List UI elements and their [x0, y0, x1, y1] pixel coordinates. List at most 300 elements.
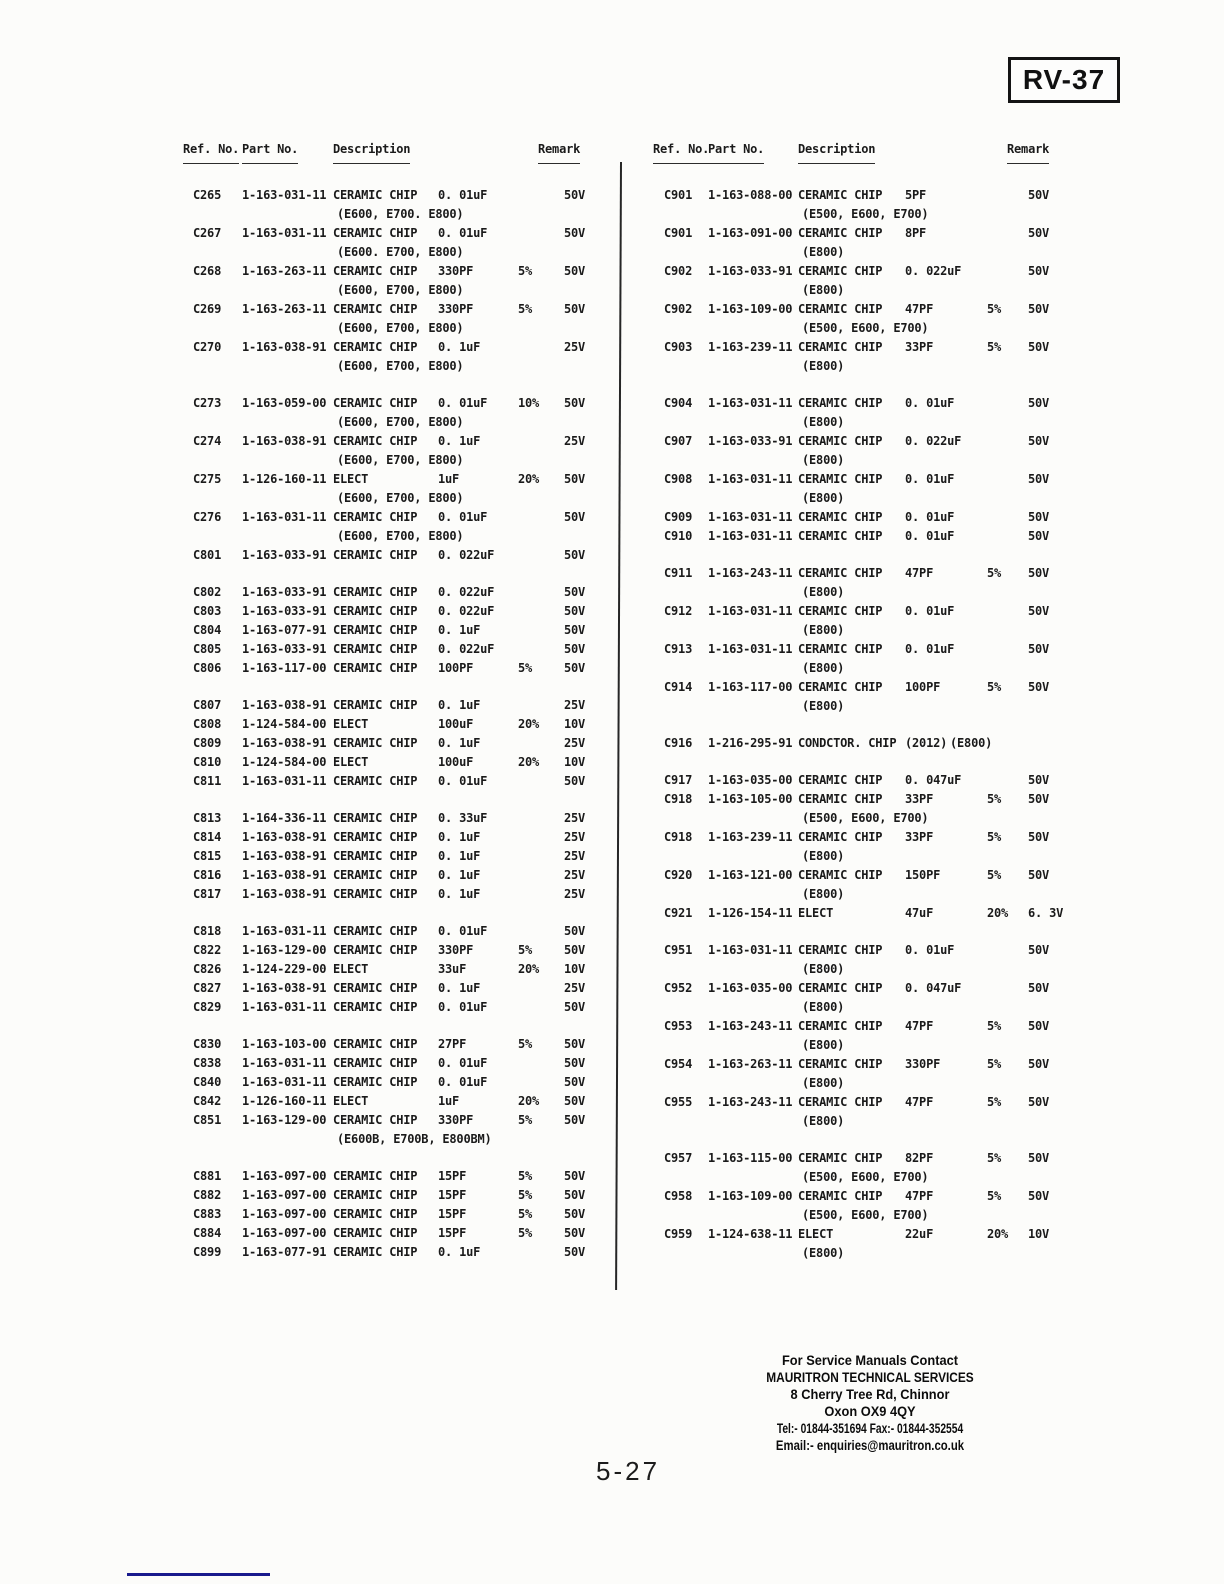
- tolerance-cell: 20%: [518, 717, 540, 731]
- model-variants-cell: (E800): [802, 849, 845, 863]
- ref-no-cell: C907: [664, 434, 693, 448]
- table-row: [180, 602, 620, 621]
- description-cell: CERAMIC CHIP: [333, 585, 418, 599]
- description-cell: CERAMIC CHIP: [798, 264, 883, 278]
- table-row: [650, 394, 1090, 413]
- part-no-cell: 1-163-243-11: [708, 566, 793, 580]
- part-no-cell: 1-163-059-00: [242, 396, 327, 410]
- stamp-line: Tel:- 01844-351694 Fax:- 01844-352554: [776, 1421, 964, 1436]
- description-cell: CERAMIC CHIP: [798, 943, 883, 957]
- ref-no-cell: C829: [193, 1000, 222, 1014]
- voltage-cell: 25V: [564, 698, 586, 712]
- value-cell: 0. 047uF: [905, 773, 962, 787]
- part-no-cell: 1-163-117-00: [708, 680, 793, 694]
- table-row: [650, 338, 1090, 357]
- table-row: [650, 771, 1090, 790]
- description-cell: CERAMIC CHIP: [333, 434, 418, 448]
- voltage-cell: 50V: [1028, 472, 1050, 486]
- model-variants-cell: (E800): [802, 1038, 845, 1052]
- table-subrow: [650, 697, 1090, 716]
- ref-no-cell: C265: [193, 188, 222, 202]
- table-subrow: [180, 451, 620, 470]
- stamp-line: Oxon OX9 4QY: [824, 1404, 916, 1419]
- voltage-cell: 50V: [1028, 642, 1050, 656]
- table-row: [650, 1149, 1090, 1168]
- model-variants-cell: (E800): [802, 283, 845, 297]
- voltage-cell: 50V: [1028, 510, 1050, 524]
- description-cell: CONDCTOR. CHIP: [798, 736, 897, 750]
- part-no-cell: 1-163-035-00: [708, 981, 793, 995]
- table-row: [650, 1093, 1090, 1112]
- description-cell: CERAMIC CHIP: [333, 226, 418, 240]
- part-no-cell: 1-163-263-11: [242, 302, 327, 316]
- value-cell: 82PF: [905, 1151, 934, 1165]
- description-cell: CERAMIC CHIP: [333, 1169, 418, 1183]
- part-no-cell: 1-163-109-00: [708, 302, 793, 316]
- description-cell: CERAMIC CHIP: [798, 529, 883, 543]
- part-no-cell: 1-163-038-91: [242, 868, 327, 882]
- ref-no-cell: C909: [664, 510, 693, 524]
- part-no-cell: 1-163-031-11: [242, 510, 327, 524]
- part-no-cell: 1-163-239-11: [708, 830, 793, 844]
- table-row: [650, 508, 1090, 527]
- table-row: [650, 640, 1090, 659]
- part-no-cell: 1-163-097-00: [242, 1188, 327, 1202]
- table-body: [650, 186, 1090, 1263]
- table-row: [650, 904, 1090, 923]
- part-no-cell: 1-126-154-11: [708, 906, 793, 920]
- table-row: [180, 922, 620, 941]
- table-row: [650, 262, 1090, 281]
- table-row: [650, 790, 1090, 809]
- value-cell: (2012): [905, 736, 948, 750]
- description-cell: CERAMIC CHIP: [798, 1151, 883, 1165]
- stamp-line: Email:- enquiries@mauritron.co.uk: [775, 1438, 965, 1453]
- ref-no-cell: C917: [664, 773, 693, 787]
- table-row: [180, 508, 620, 527]
- voltage-cell: 25V: [564, 868, 586, 882]
- voltage-cell: 50V: [1028, 434, 1050, 448]
- description-cell: CERAMIC CHIP: [333, 623, 418, 637]
- model-variants-cell: (E800): [802, 699, 845, 713]
- part-no-cell: 1-163-031-11: [708, 604, 793, 618]
- value-cell: 47PF: [905, 1095, 934, 1109]
- part-no-cell: 1-163-033-91: [708, 264, 793, 278]
- part-no-cell: 1-163-033-91: [242, 642, 327, 656]
- description-cell: CERAMIC CHIP: [798, 566, 883, 580]
- voltage-cell: 50V: [564, 188, 586, 202]
- table-row: [180, 696, 620, 715]
- value-cell: 0. 1uF: [438, 623, 481, 637]
- table-subrow: [650, 413, 1090, 432]
- model-variants-cell: (E600, E700, E800): [337, 415, 464, 429]
- table-subrow: [180, 527, 620, 546]
- value-cell: 100uF: [438, 717, 474, 731]
- tolerance-cell: 5%: [987, 792, 1002, 806]
- voltage-cell: 10V: [564, 962, 586, 976]
- table-row: [180, 753, 620, 772]
- table-subrow: [180, 357, 620, 376]
- voltage-cell: 25V: [564, 830, 586, 844]
- table-row: [650, 470, 1090, 489]
- description-cell: CERAMIC CHIP: [798, 396, 883, 410]
- table-row: [180, 885, 620, 904]
- description-cell: CERAMIC CHIP: [798, 604, 883, 618]
- model-variants-cell: (E800): [802, 491, 845, 505]
- value-cell: 0. 01uF: [438, 1075, 488, 1089]
- part-no-cell: 1-163-038-91: [242, 434, 327, 448]
- table-row: [650, 527, 1090, 546]
- description-cell: CERAMIC CHIP: [798, 188, 883, 202]
- ref-no-cell: C918: [664, 830, 693, 844]
- part-no-cell: 1-126-160-11: [242, 472, 327, 486]
- table-row: [180, 583, 620, 602]
- voltage-cell: 25V: [564, 887, 586, 901]
- value-cell: 47PF: [905, 566, 934, 580]
- value-cell: 1uF: [438, 472, 460, 486]
- voltage-cell: 50V: [1028, 1151, 1050, 1165]
- ref-no-cell: C808: [193, 717, 222, 731]
- ref-no-cell: C914: [664, 680, 693, 694]
- tolerance-cell: 20%: [987, 906, 1009, 920]
- value-cell: 47PF: [905, 1019, 934, 1033]
- value-cell: 33uF: [438, 962, 467, 976]
- model-variants-cell: (E800): [802, 1000, 845, 1014]
- value-cell: 150PF: [905, 868, 941, 882]
- part-no-cell: 1-163-038-91: [242, 698, 327, 712]
- part-no-cell: 1-163-109-00: [708, 1189, 793, 1203]
- part-no-cell: 1-163-077-91: [242, 623, 327, 637]
- value-cell: 0. 01uF: [438, 924, 488, 938]
- table-subrow: [180, 489, 620, 508]
- tolerance-cell: 20%: [518, 755, 540, 769]
- ref-no-cell: C809: [193, 736, 222, 750]
- model-variants-cell: (E600, E700, E800): [337, 283, 464, 297]
- voltage-cell: 50V: [1028, 773, 1050, 787]
- value-cell: 0. 01uF: [905, 396, 955, 410]
- value-cell: 0. 01uF: [438, 1056, 488, 1070]
- table-row: [180, 1243, 620, 1262]
- voltage-cell: 25V: [564, 981, 586, 995]
- value-cell: 0. 1uF: [438, 1245, 481, 1259]
- ref-no-cell: C851: [193, 1113, 222, 1127]
- model-variants-cell: (E800): [802, 415, 845, 429]
- table-subrow: [650, 960, 1090, 979]
- part-no-cell: 1-126-160-11: [242, 1094, 327, 1108]
- value-cell: 47PF: [905, 1189, 934, 1203]
- value-cell: 22uF: [905, 1227, 934, 1241]
- voltage-cell: 50V: [564, 510, 586, 524]
- voltage-cell: 50V: [1028, 340, 1050, 354]
- value-cell: 0. 022uF: [438, 604, 495, 618]
- part-no-cell: 1-163-033-91: [242, 585, 327, 599]
- ref-no-cell: C801: [193, 548, 222, 562]
- description-cell: CERAMIC CHIP: [333, 1113, 418, 1127]
- description-cell: CERAMIC CHIP: [333, 340, 418, 354]
- voltage-cell: 50V: [564, 1094, 586, 1108]
- voltage-cell: 50V: [1028, 226, 1050, 240]
- voltage-cell: 50V: [564, 396, 586, 410]
- ref-no-cell: C273: [193, 396, 222, 410]
- tolerance-cell: 5%: [987, 340, 1002, 354]
- table-subrow: [650, 489, 1090, 508]
- ref-no-cell: C899: [193, 1245, 222, 1259]
- value-cell: 0. 01uF: [905, 529, 955, 543]
- model-variants-cell: (E500, E600, E700): [802, 811, 929, 825]
- voltage-cell: 50V: [564, 604, 586, 618]
- table-row: [180, 998, 620, 1017]
- table-subrow: [650, 205, 1090, 224]
- ref-no-cell: C959: [664, 1227, 693, 1241]
- table-row: [650, 1017, 1090, 1036]
- part-no-cell: 1-163-239-11: [708, 340, 793, 354]
- description-cell: CERAMIC CHIP: [333, 736, 418, 750]
- parts-table-right-column: [650, 140, 1090, 1263]
- value-cell: 0. 01uF: [438, 510, 488, 524]
- part-no-cell: 1-163-031-11: [708, 529, 793, 543]
- description-cell: ELECT: [333, 755, 369, 769]
- table-row: [180, 1111, 620, 1130]
- value-cell: 0. 1uF: [438, 887, 481, 901]
- table-row: [180, 262, 620, 281]
- description-cell: CERAMIC CHIP: [798, 680, 883, 694]
- ref-no-cell: C902: [664, 264, 693, 278]
- part-no-cell: 1-124-584-00: [242, 717, 327, 731]
- description-cell: CERAMIC CHIP: [798, 642, 883, 656]
- table-header-row: [180, 140, 620, 186]
- part-no-cell: 1-124-229-00: [242, 962, 327, 976]
- description-cell: CERAMIC CHIP: [333, 811, 418, 825]
- value-cell: 0. 01uF: [905, 604, 955, 618]
- voltage-cell: 50V: [564, 1188, 586, 1202]
- table-subrow: [650, 1206, 1090, 1225]
- table-row: [180, 300, 620, 319]
- voltage-cell: 50V: [1028, 1095, 1050, 1109]
- variant-inline-cell: (E800): [950, 736, 993, 750]
- ref-no-cell: C826: [193, 962, 222, 976]
- ref-no-cell: C816: [193, 868, 222, 882]
- part-no-cell: 1-163-038-91: [242, 736, 327, 750]
- ref-no-cell: C954: [664, 1057, 693, 1071]
- tolerance-cell: 5%: [987, 1019, 1002, 1033]
- part-no-cell: 1-163-038-91: [242, 340, 327, 354]
- value-cell: 0. 022uF: [438, 548, 495, 562]
- voltage-cell: 10V: [564, 717, 586, 731]
- ref-no-cell: C270: [193, 340, 222, 354]
- description-cell: CERAMIC CHIP: [333, 396, 418, 410]
- header-description: Description: [798, 140, 875, 164]
- description-cell: CERAMIC CHIP: [333, 924, 418, 938]
- table-row: [650, 734, 1090, 753]
- ref-no-cell: C881: [193, 1169, 222, 1183]
- voltage-cell: 50V: [564, 1113, 586, 1127]
- page-number: 5-27: [596, 1456, 661, 1486]
- model-variants-cell: (E600B, E700B, E800BM): [337, 1132, 492, 1146]
- part-no-cell: 1-163-031-11: [242, 1056, 327, 1070]
- model-badge: RV-37: [1008, 57, 1120, 103]
- value-cell: 33PF: [905, 792, 934, 806]
- model-variants-cell: (E600, E700, E800): [337, 491, 464, 505]
- table-row: [650, 1187, 1090, 1206]
- description-cell: ELECT: [333, 717, 369, 731]
- table-row: [180, 1167, 620, 1186]
- part-no-cell: 1-163-031-11: [242, 188, 327, 202]
- part-no-cell: 1-124-638-11: [708, 1227, 793, 1241]
- part-no-cell: 1-163-243-11: [708, 1095, 793, 1109]
- voltage-cell: 50V: [564, 585, 586, 599]
- part-no-cell: 1-163-121-00: [708, 868, 793, 882]
- voltage-cell: 50V: [1028, 396, 1050, 410]
- table-subrow: [650, 243, 1090, 262]
- voltage-cell: 50V: [1028, 604, 1050, 618]
- tolerance-cell: 5%: [518, 1188, 533, 1202]
- table-row: [180, 847, 620, 866]
- voltage-cell: 50V: [1028, 302, 1050, 316]
- table-row: [180, 1205, 620, 1224]
- ref-no-cell: C882: [193, 1188, 222, 1202]
- value-cell: 5PF: [905, 188, 927, 202]
- value-cell: 0. 1uF: [438, 434, 481, 448]
- table-row: [650, 224, 1090, 243]
- header-ref-no: Ref. No.: [183, 140, 239, 164]
- ref-no-cell: C276: [193, 510, 222, 524]
- ref-no-cell: C802: [193, 585, 222, 599]
- ref-no-cell: C903: [664, 340, 693, 354]
- header-remark: Remark: [538, 140, 580, 164]
- ref-no-cell: C838: [193, 1056, 222, 1070]
- table-subrow: [650, 809, 1090, 828]
- table-row: [180, 715, 620, 734]
- ref-no-cell: C918: [664, 792, 693, 806]
- tolerance-cell: 5%: [518, 1037, 533, 1051]
- table-subrow: [650, 1244, 1090, 1263]
- table-row: [180, 1035, 620, 1054]
- voltage-cell: 50V: [564, 661, 586, 675]
- value-cell: 15PF: [438, 1207, 467, 1221]
- voltage-cell: 10V: [1028, 1227, 1050, 1241]
- description-cell: CERAMIC CHIP: [333, 642, 418, 656]
- stamp-line: For Service Manuals Contact: [781, 1353, 959, 1368]
- table-row: [650, 300, 1090, 319]
- table-body: [180, 186, 620, 1262]
- ref-no-cell: C911: [664, 566, 693, 580]
- model-variants-cell: (E800): [802, 661, 845, 675]
- table-subrow: [650, 281, 1090, 300]
- description-cell: CERAMIC CHIP: [333, 548, 418, 562]
- voltage-cell: 50V: [1028, 943, 1050, 957]
- tolerance-cell: 5%: [518, 1169, 533, 1183]
- voltage-cell: 50V: [564, 924, 586, 938]
- table-row: [650, 678, 1090, 697]
- description-cell: CERAMIC CHIP: [333, 1000, 418, 1014]
- table-subrow: [650, 847, 1090, 866]
- tolerance-cell: 5%: [987, 680, 1002, 694]
- part-no-cell: 1-163-129-00: [242, 1113, 327, 1127]
- voltage-cell: 50V: [1028, 981, 1050, 995]
- value-cell: 0. 33uF: [438, 811, 488, 825]
- table-row: [650, 941, 1090, 960]
- value-cell: 15PF: [438, 1169, 467, 1183]
- ref-no-cell: C913: [664, 642, 693, 656]
- table-row: [180, 772, 620, 791]
- value-cell: 0. 022uF: [905, 434, 962, 448]
- table-row: [180, 186, 620, 205]
- table-subrow: [180, 1130, 620, 1149]
- tolerance-cell: 5%: [987, 566, 1002, 580]
- header-description: Description: [333, 140, 410, 164]
- table-subrow: [650, 451, 1090, 470]
- parts-table-left-column: [180, 140, 620, 1262]
- table-subrow: [650, 583, 1090, 602]
- part-no-cell: 1-163-097-00: [242, 1207, 327, 1221]
- table-row: [180, 828, 620, 847]
- stamp-line: 8 Cherry Tree Rd, Chinnor: [790, 1387, 950, 1402]
- table-subrow: [650, 1168, 1090, 1187]
- voltage-cell: 50V: [564, 642, 586, 656]
- part-no-cell: 1-163-263-11: [708, 1057, 793, 1071]
- description-cell: CERAMIC CHIP: [333, 188, 418, 202]
- ref-no-cell: C912: [664, 604, 693, 618]
- description-cell: CERAMIC CHIP: [333, 661, 418, 675]
- description-cell: ELECT: [333, 472, 369, 486]
- ref-no-cell: C817: [193, 887, 222, 901]
- part-no-cell: 1-163-038-91: [242, 887, 327, 901]
- description-cell: ELECT: [798, 906, 834, 920]
- table-row: [180, 338, 620, 357]
- table-subrow: [650, 1112, 1090, 1131]
- value-cell: 33PF: [905, 830, 934, 844]
- part-no-cell: 1-163-033-91: [242, 604, 327, 618]
- table-subrow: [650, 1036, 1090, 1055]
- ref-no-cell: C952: [664, 981, 693, 995]
- value-cell: 0. 01uF: [905, 472, 955, 486]
- ref-no-cell: C803: [193, 604, 222, 618]
- voltage-cell: 50V: [1028, 792, 1050, 806]
- value-cell: 15PF: [438, 1188, 467, 1202]
- model-variants-cell: (E600, E700, E800): [337, 359, 464, 373]
- ref-no-cell: C904: [664, 396, 693, 410]
- ref-no-cell: C958: [664, 1189, 693, 1203]
- value-cell: 330PF: [905, 1057, 941, 1071]
- model-variants-cell: (E600. E700, E800): [337, 245, 464, 259]
- value-cell: 0. 01uF: [905, 642, 955, 656]
- voltage-cell: 50V: [564, 623, 586, 637]
- table-row: [650, 602, 1090, 621]
- voltage-cell: 50V: [564, 1169, 586, 1183]
- description-cell: CERAMIC CHIP: [798, 472, 883, 486]
- description-cell: CERAMIC CHIP: [798, 868, 883, 882]
- header-part-no: Part No.: [708, 140, 764, 164]
- ref-no-cell: C811: [193, 774, 222, 788]
- ref-no-cell: C804: [193, 623, 222, 637]
- value-cell: 0. 1uF: [438, 849, 481, 863]
- description-cell: CERAMIC CHIP: [333, 981, 418, 995]
- model-variants-cell: (E800): [802, 887, 845, 901]
- part-no-cell: 1-163-031-11: [708, 396, 793, 410]
- tolerance-cell: 20%: [518, 472, 540, 486]
- value-cell: 100PF: [438, 661, 474, 675]
- table-row: [180, 470, 620, 489]
- description-cell: CERAMIC CHIP: [333, 604, 418, 618]
- part-no-cell: 1-163-105-00: [708, 792, 793, 806]
- tolerance-cell: 5%: [518, 1226, 533, 1240]
- value-cell: 0. 01uF: [905, 943, 955, 957]
- part-no-cell: 1-163-091-00: [708, 226, 793, 240]
- ref-no-cell: C920: [664, 868, 693, 882]
- table-subrow: [650, 621, 1090, 640]
- description-cell: CERAMIC CHIP: [333, 830, 418, 844]
- part-no-cell: 1-163-031-11: [708, 510, 793, 524]
